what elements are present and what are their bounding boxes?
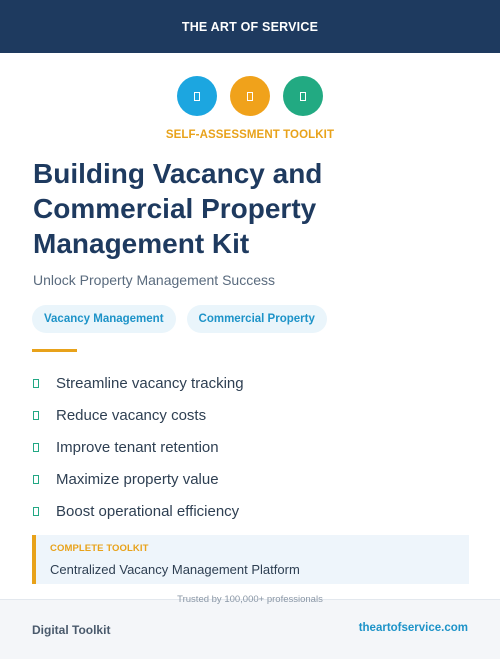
tag-vacancy-management: Vacancy Management [32, 305, 176, 333]
feature-item [32, 399, 244, 431]
website-link[interactable]: theartofservice.com [358, 622, 468, 634]
feature-list [32, 367, 244, 527]
tag-list [32, 305, 327, 333]
feature-item [32, 431, 244, 463]
kicker-label: SELF-ASSESSMENT TOOLKIT [165, 129, 335, 141]
toolkit-callout [32, 535, 469, 584]
tag-commercial-property: Commercial Property [187, 305, 327, 333]
check-icon [33, 379, 39, 388]
trusted-note: Trusted by 100,000+ professionals [177, 594, 323, 605]
footer-label: Digital Toolkit [32, 623, 111, 637]
feature-text: Reduce vacancy costs [56, 406, 207, 424]
feature-text: Streamline vacancy tracking [56, 374, 244, 392]
clipboard-icon [230, 76, 270, 116]
check-icon [33, 475, 39, 484]
feature-item [32, 367, 244, 399]
feature-item [32, 495, 244, 527]
feature-text: Improve tenant retention [56, 438, 219, 456]
check-icon [33, 411, 39, 420]
footer [0, 594, 500, 659]
brand-name: THE ART OF SERVICE [181, 19, 319, 34]
feature-text: Boost operational efficiency [56, 502, 240, 520]
feature-item [32, 463, 244, 495]
icon-row [0, 76, 500, 116]
accent-divider [32, 349, 77, 352]
callout-text: Centralized Vacancy Management Platform [50, 562, 300, 577]
check-icon [33, 443, 39, 452]
subtitle: Unlock Property Management Success [33, 272, 275, 288]
callout-label: COMPLETE TOOLKIT [50, 543, 149, 554]
header-bar [0, 0, 500, 53]
chart-icon [283, 76, 323, 116]
check-icon [33, 507, 39, 516]
page-title: Building Vacancy and Commercial Property Management Kit [33, 158, 323, 259]
feature-text: Maximize property value [56, 470, 219, 488]
toolkit-icon [177, 76, 217, 116]
